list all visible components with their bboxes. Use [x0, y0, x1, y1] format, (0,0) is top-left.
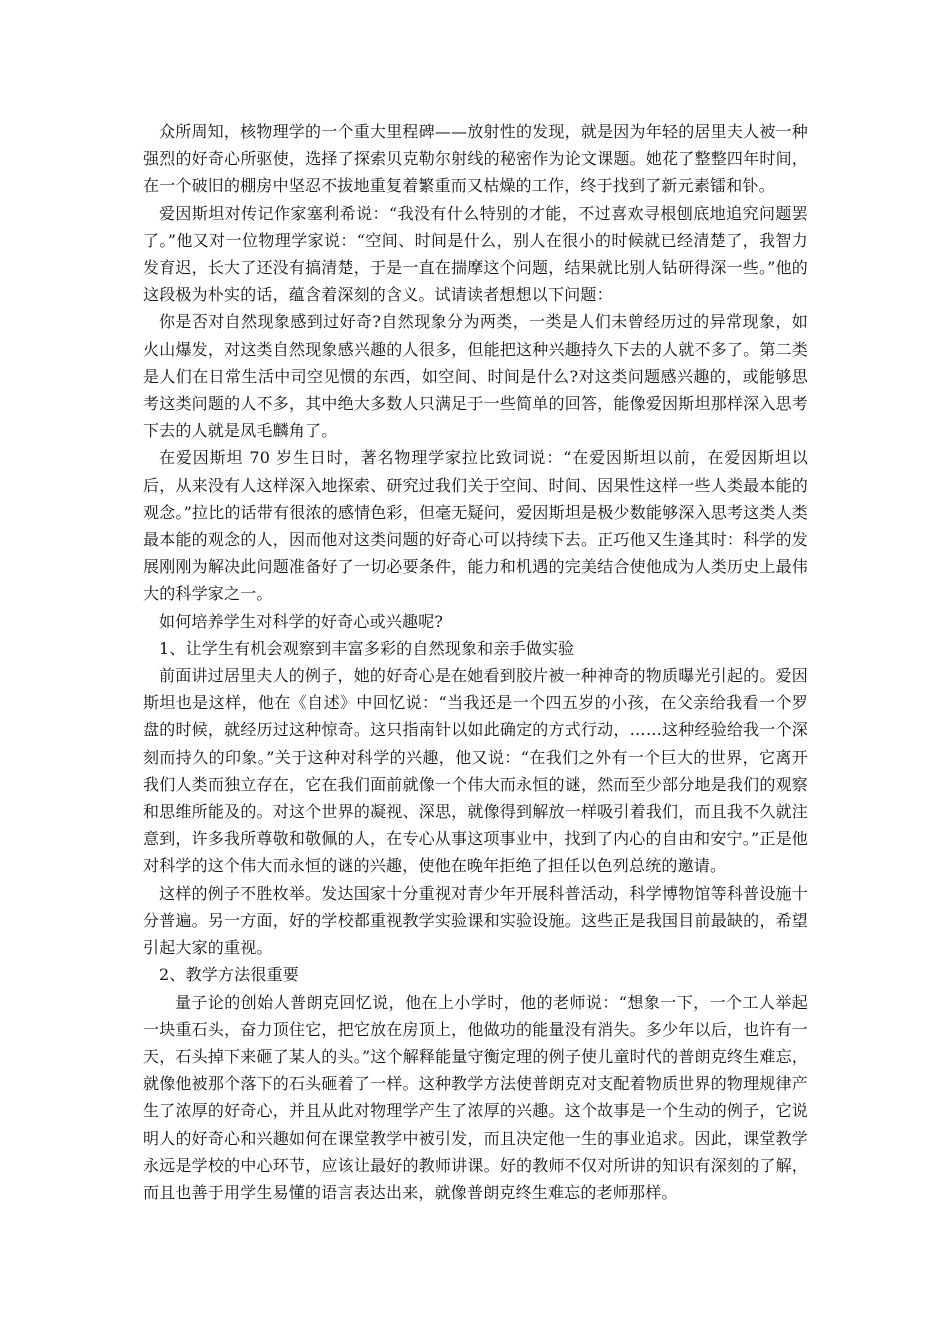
paragraph-question: 如何培养学生对科学的好奇心或兴趣呢? — [159, 611, 444, 631]
section-heading-1: 1、让学生有机会观察到丰富多彩的自然现象和亲手做实验 — [159, 638, 575, 658]
document-body — [143, 118, 808, 1206]
paragraph-planck-teacher: 量子论的创始人普朗克回忆说，他在上小学时，他的老师说：“想象一下，一个工人举起一块重石头，奋力顶住它，把它放在房顶上，他做功的能量没有消失。多少年以后，也许有一天，石头掉下来砸了某人的头。”这个解释能量守衡定理的例子使儿童时代的普朗克终生难忘，就像他被那个落下的石头砸着了一样。这种教学方法使普朗克对支配着物质世界的物理规律产生了浓厚的好奇心，并且从此对物理学产生了浓厚的兴趣。这个故事是一个生动的例子，它说明人的好奇心和兴趣如何在课堂教学中被引发，而且决定他一生的事业追求。因此，课堂教学永远是学校的中心环节，应该让最好的教师讲课。好的教师不仅对所讲的知识有深刻的了解，而且也善于用学生易懂的语言表达出来，就像普朗克终生难忘的老师那样。 — [143, 992, 808, 1202]
section-heading-2: 2、教学方法很重要 — [159, 965, 299, 985]
paragraph-examples: 这样的例子不胜枚举。发达国家十分重视对青少年开展科普活动，科学博物馆等科普设施十分普遍。另一方面，好的学校都重视教学实验课和实验设施。这些正是我国目前最缺的，希望引起大家的重视。 — [143, 883, 808, 958]
paragraph-compass-memory: 前面讲过居里夫人的例子，她的好奇心是在她看到胶片被一种神奇的物质曝光引起的。爱因斯坦也是这样，他在《自述》中回忆说：“当我还是一个四五岁的小孩，在父亲给我看一个罗盘的时候，就经历过这种惊奇。这只指南针以如此确定的方式行动，……这种经验给我一个深刻而持久的印象。”关于这种对科学的兴趣，他又说：“在我们之外有一个巨大的世界，它离开我们人类而独立存在，它在我们面前就像一个伟大而永恒的谜，然而至少部分地是我们的观察和思维所能及的。对这个世界的凝视、深思，就像得到解放一样吸引着我们，而且我不久就注意到，许多我所尊敬和敬佩的人，在专心从事这项事业中，找到了内心的自由和安宁。”正是他对科学的这个伟大而永恒的谜的兴趣，使他在晚年拒绝了担任以色列总统的邀请。 — [143, 666, 808, 876]
paragraph-natural-phenomena: 你是否对自然现象感到过好奇?自然现象分为两类，一类是人们未曾经历过的异常现象，如火山爆发，对这类自然现象感兴趣的人很多，但能把这种兴趣持久下去的人就不多了。第二类是人们在日常生活中司空见惯的东西，如空间、时间是什么?对这类问题感兴趣的，或能够思考这类问题的人不多，其中绝大多数人只满足于一些简单的回答，能像爱因斯坦那样深入思考下去的人就是凤毛麟角了。 — [143, 312, 808, 441]
paragraph-curie-discovery: 众所周知，核物理学的一个重大里程碑——放射性的发现，就是因为年轻的居里夫人被一种强烈的好奇心所驱使，选择了探索贝克勒尔射线的秘密作为论文课题。她花了整整四年时间，在一个破旧的棚房中坚忍不拔地重复着繁重而又枯燥的工作，终于找到了新元素镭和钋。 — [143, 122, 808, 196]
paragraph-rabi-speech: 在爱因斯坦 70 岁生日时，著名物理学家拉比致词说：“在爱因斯坦以前，在爱因斯坦以后，从来没有人这样深入地探索、研究过我们关于空间、时间、因果性这样一些人类最本能的观念。”拉比的话带有很浓的感情色彩，但毫无疑问，爱因斯坦是极少数能够深入思考这类人类最本能的观念的人，因而他对这类问题的好奇心可以持续下去。正巧他又生逢其时：科学的发展刚刚为解决此问题准备好了一切必要条件，能力和机遇的完美结合使他成为人类历史上最伟大的科学家之一。 — [143, 448, 808, 604]
paragraph-einstein-quote: 爱因斯坦对传记作家塞利希说：“我没有什么特别的才能，不过喜欢寻根刨底地追究问题罢了。”他又对一位物理学家说：“空间、时间是什么，别人在很小的时候就已经清楚了，我智力发育迟，长大了还没有搞清楚，于是一直在揣摩这个问题，结果就比别人钻研得深一些。”他的这段极为朴实的话，蕴含着深刻的含义。试请读者想想以下问题： — [143, 203, 808, 305]
